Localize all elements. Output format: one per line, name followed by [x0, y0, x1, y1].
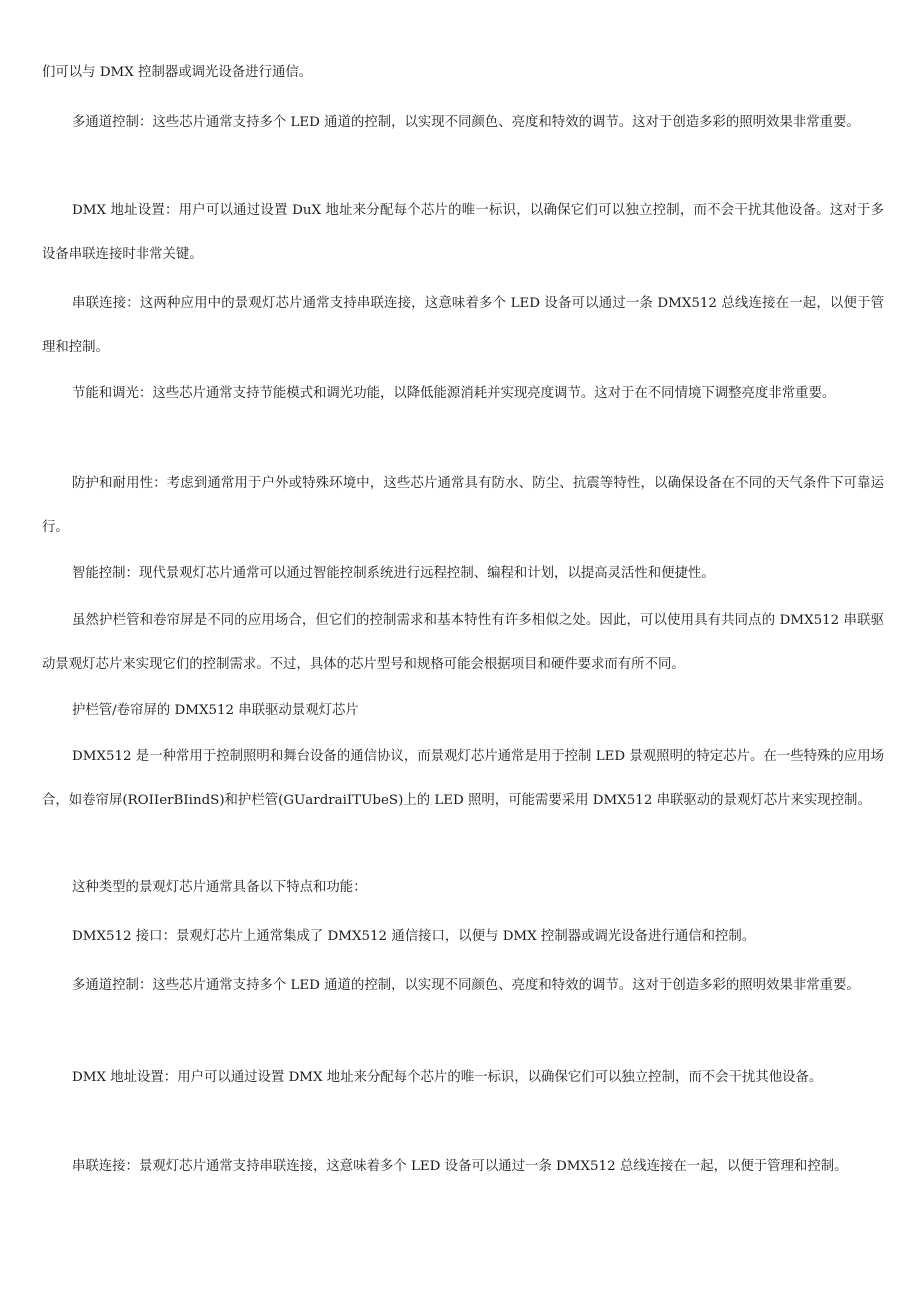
paragraph-dmx-address-2: DMX 地址设置：用户可以通过设置 DMX 地址来分配每个芯片的唯一标识，以确保它们可以独立控制，而不会干扰其他设备。 — [72, 1070, 823, 1085]
paragraph-multichannel-control-2: 多通道控制：这些芯片通常支持多个 LED 通道的控制，以实现不同颜色、亮度和特效的调节。这对于创造多彩的照明效果非常重要。 — [72, 978, 860, 993]
paragraph-energy-dimming: 节能和调光：这些芯片通常支持节能模式和调光功能，以降低能源消耗并实现亮度调节。这对于在不同情境下调整亮度非常重要。 — [72, 386, 836, 401]
paragraph-protection-durability: 防护和耐用性：考虑到通常用于户外或特殊环境中，这些芯片通常具有防水、防尘、抗震等特性，以确保设备在不同的天气条件下可靠运行。 — [42, 476, 884, 535]
paragraph-serial-connection-2: 串联连接：景观灯芯片通常支持串联连接，这意味着多个 LED 设备可以通过一条 DMX512 总线连接在一起，以便于管理和控制。 — [72, 1159, 848, 1174]
paragraph-serial-connection: 串联连接：这两种应用中的景观灯芯片通常支持串联连接，这意味着多个 LED 设备可以通过一条 DMX512 总线连接在一起，以便于管理和控制。 — [42, 296, 884, 355]
paragraph-multichannel-control: 多通道控制：这些芯片通常支持多个 LED 通道的控制，以实现不同颜色、亮度和特效的调节。这对于创造多彩的照明效果非常重要。 — [72, 115, 860, 130]
paragraph-features-intro: 这种类型的景观灯芯片通常具备以下特点和功能： — [72, 880, 367, 895]
paragraph-smart-control: 智能控制：现代景观灯芯片通常可以通过智能控制系统进行远程控制、编程和计划，以提高灵活性和便捷性。 — [72, 566, 715, 581]
paragraph-continuation: 们可以与 DMX 控制器或调光设备进行通信。 — [42, 65, 313, 80]
paragraph-summary: 虽然护栏管和卷帘屏是不同的应用场合，但它们的控制需求和基本特性有许多相似之处。因此，可以使用具有共同点的 DMX512 串联驱动景观灯芯片来实现它们的控制需求。不过，具体的芯片型号和规格可能会根据项目和硬件要求而有所不同。 — [42, 613, 884, 672]
paragraph-dmx-address: DMX 地址设置：用户可以通过设置 DuX 地址来分配每个芯片的唯一标识，以确保它们可以独立控制，而不会干扰其他设备。这对于多设备串联连接时非常关键。 — [42, 203, 884, 262]
paragraph-dmx512-intro: DMX512 是一种常用于控制照明和舞台设备的通信协议，而景观灯芯片通常是用于控制 LED 景观照明的特定芯片。在一些特殊的应用场合，如卷帘屏(ROIIerBIindS)和护栏管(GUardraiITUbeS)上的 LED 照明，可能需要采用 DMX512 串联驱动的景观灯芯片来实现控制。 — [42, 749, 884, 808]
paragraph-dmx512-interface: DMX512 接口：景观灯芯片上通常集成了 DMX512 通信接口，以便与 DMX 控制器或调光设备进行通信和控制。 — [72, 929, 756, 944]
section-heading: 护栏管/卷帘屏的 DMX512 串联驱动景观灯芯片 — [72, 703, 359, 718]
